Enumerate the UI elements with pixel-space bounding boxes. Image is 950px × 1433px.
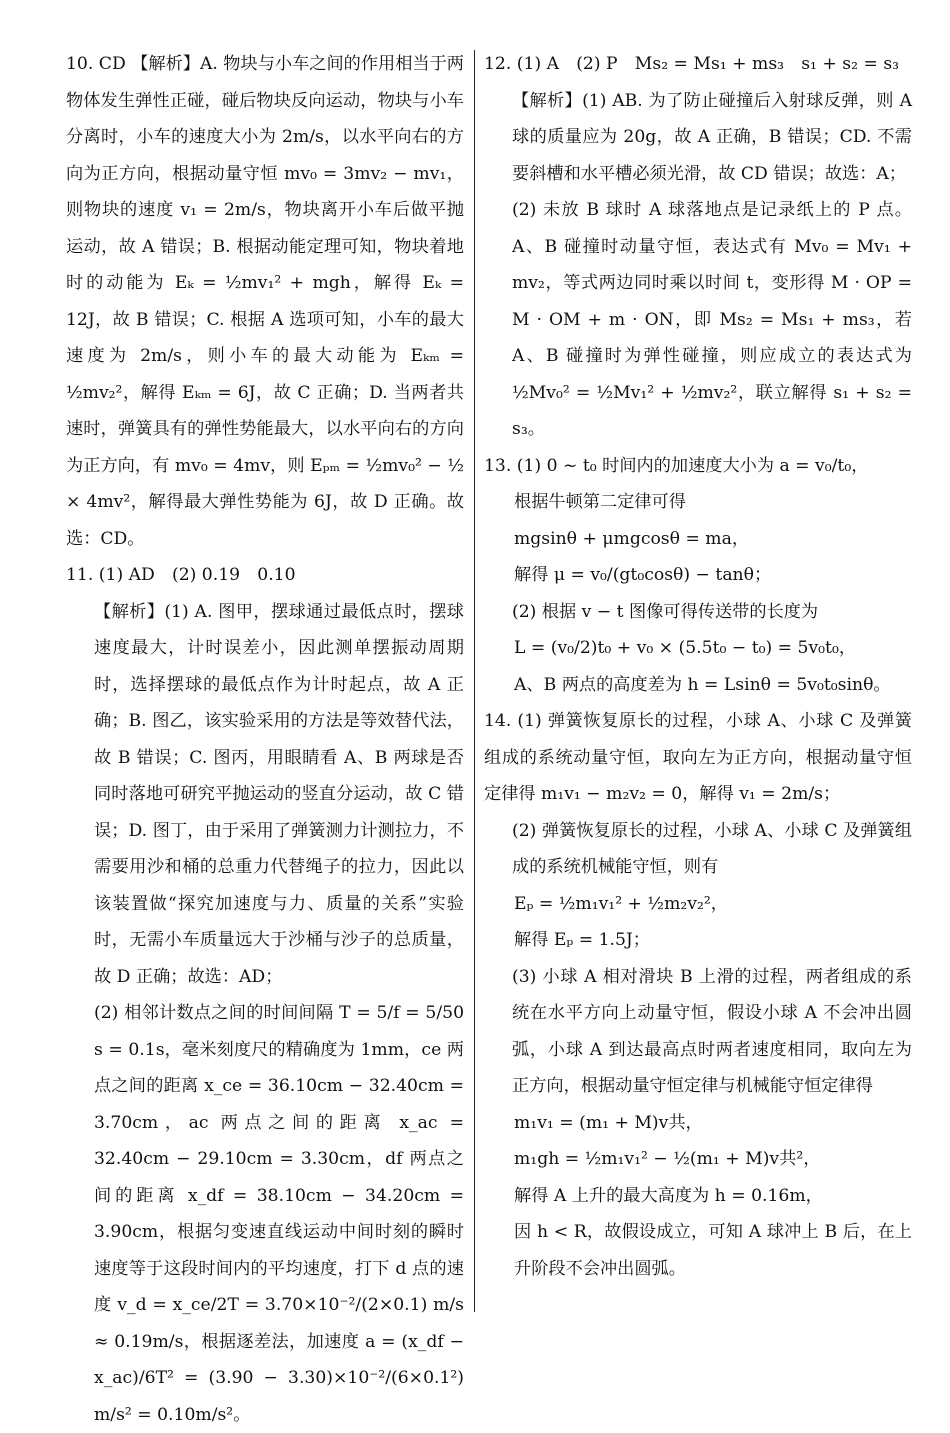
answer-13-equation: mgsinθ + μmgcosθ = ma， bbox=[514, 528, 750, 549]
answer-14-part1: 14. (1) 弹簧恢复原长的过程，小球 A、小球 C 及弹簧组成的系统动量守恒，取向左为正方向，根据动量守恒定律得 m₁v₁ − m₂v₂ = 0，解得 v₁ = 2m/s； bbox=[484, 711, 912, 804]
answer-13-part1: 13. (1) 0 ~ t₀ 时间内的加速度大小为 a = v₀/t₀， bbox=[484, 455, 869, 476]
answer-14-conclusion: 因 h < R，故假设成立，可知 A 球冲上 B 后，在上升阶段不会冲出圆弧。 bbox=[514, 1222, 912, 1279]
answer-13-text: 根据牛顿第二定律可得 bbox=[514, 492, 686, 512]
right-column bbox=[484, 46, 912, 1287]
answer-13-result: 解得 μ = v₀/(gt₀cosθ) − tanθ； bbox=[514, 565, 772, 585]
answer-14-part2: (2) 弹簧恢复原长的过程，小球 A、小球 C 及弹簧组成的系统机械能守恒，则有 bbox=[512, 820, 912, 877]
answer-12-header: 12. (1) A (2) P Ms₂ = Ms₁ + ms₃ s₁ + s₂ = s₃ bbox=[484, 54, 900, 74]
answer-14-part3: (3) 小球 A 相对滑块 B 上滑的过程，两者组成的系统在水平方向上动量守恒，假设小球 A 不会冲出圆弧，小球 A 到达最高点时两者速度相同，取向左为正方向，根据动量守恒定律与机械能守恒定律得 bbox=[512, 966, 912, 1096]
answer-10: 10. CD 【解析】A. 物块与小车之间的作用相当于两物体发生弹性正碰，碰后物块反向运动，物块与小车分离时，小车的速度大小为 2m/s，以水平向右的方向为正方向，根据动量守恒 mv₀ = 3mv₂ − mv₁，则物块的速度 v₁ = 2m/s，物块离开小车后做平抛运动，故 A 错误；B. 根据动能定理可知，物块着地时的动能为 Eₖ = ½mv₁² + mgh，解得 Eₖ = 12J，故 B 错误；C. 根据 A 选项可知，小车的最大速度为 2m/s，则小车的最大动能为 Eₖₘ = ½mv₂²，解得 Eₖₘ = 6J，故 C 正确；D. 当两者共速时，弹簧具有的弹性势能最大，以水平向右的方向为正方向，有 mv₀ = 4mv，则 Eₚₘ = ½mv₀² − ½ × 4mv²，解得最大弹性势能为 6J，故 D 正确。故选：CD。 bbox=[66, 54, 464, 549]
answer-11-header: 11. (1) AD (2) 0.19 0.10 bbox=[66, 565, 296, 585]
answer-12-analysis-1: 【解析】(1) AB. 为了防止碰撞后入射球反弹，则 A 球的质量应为 20g，故 A 正确，B 错误；CD. 不需要斜槽和水平槽必须光滑，故 CD 错误；故选：A； bbox=[512, 90, 912, 184]
answer-11-analysis-1: 【解析】(1) A. 图甲，摆球通过最低点时，摆球速度最大，计时误差小，因此测单摆振动周期时，选择摆球的最低点作为计时起点，故 A 正确；B. 图乙，该实验采用的方法是等效替代法，故 B 错误；C. 图丙，用眼睛看 A、B 两球是否同时落地可研究平抛运动的竖直分运动，故 C 错误；D. 图丁，由于采用了弹簧测力计测拉力，不需要用沙和桶的总重力代替绳子的拉力，因此以该装置做“探究加速度与力、质量的关系”实验时，无需小车质量远大于沙桶与沙子的总质量，故 D 正确；故选：AD； bbox=[94, 601, 464, 987]
answer-13-length: L = (v₀/2)t₀ + v₀ × (5.5t₀ − t₀) = 5v₀t₀， bbox=[514, 638, 857, 658]
answer-14-height-result: 解得 A 上升的最大高度为 h = 0.16m， bbox=[514, 1185, 823, 1206]
answer-11-analysis-2: (2) 相邻计数点之间的时间间隔 T = 5/f = 5/50 s = 0.1s，毫米刻度尺的精确度为 1mm，ce 两点之间的距离 x_ce = 36.10cm − 32.40cm = 3.70cm，ac 两点之间的距离 x_ac = 32.40cm − 29.10cm = 3.30cm，df 两点之间的距离 x_df = 38.10cm − 34.20cm = 3.90cm，根据匀变速直线运动中间时刻的瞬时速度等于这段时间内的平均速度，打下 d 点的速度 v_d = x_ce/2T = 3.70×10⁻²/(2×0.1) m/s ≈ 0.19m/s，根据逐差法，加速度 a = (x_df − x_ac)/6T² = (3.90 − 3.30)×10⁻²/(6×0.1²) m/s² = 0.10m/s²。 bbox=[94, 1003, 464, 1425]
answer-14-momentum: m₁v₁ = (m₁ + M)v共， bbox=[514, 1112, 703, 1133]
answer-13-part2: (2) 根据 v − t 图像可得传送带的长度为 bbox=[512, 601, 819, 622]
answer-13-height: A、B 两点的高度差为 h = Lsinθ = 5v₀t₀sinθ。 bbox=[514, 674, 891, 695]
answer-12-analysis-2: (2) 未放 B 球时 A 球落地点是记录纸上的 P 点。A、B 碰撞时动量守恒，表达式有 Mv₀ = Mv₁ + mv₂，等式两边同时乘以时间 t，变形得 M · OP = M · OM + m · ON，即 Ms₂ = Ms₁ + ms₃，若 A、B 碰撞时为弹性碰撞，则应成立的表达式为 ½Mv₀² = ½Mv₁² + ½mv₂²，联立解得 s₁ + s₂ = s₃。 bbox=[512, 200, 912, 439]
answer-14-mechanical: m₁gh = ½m₁v₁² − ½(m₁ + M)v共²， bbox=[514, 1149, 821, 1169]
left-column bbox=[66, 46, 464, 1433]
column-divider bbox=[474, 50, 475, 1312]
answer-14-energy: Eₚ = ½m₁v₁² + ½m₂v₂²， bbox=[514, 893, 728, 914]
answer-14-energy-result: 解得 Eₚ = 1.5J； bbox=[514, 930, 650, 950]
